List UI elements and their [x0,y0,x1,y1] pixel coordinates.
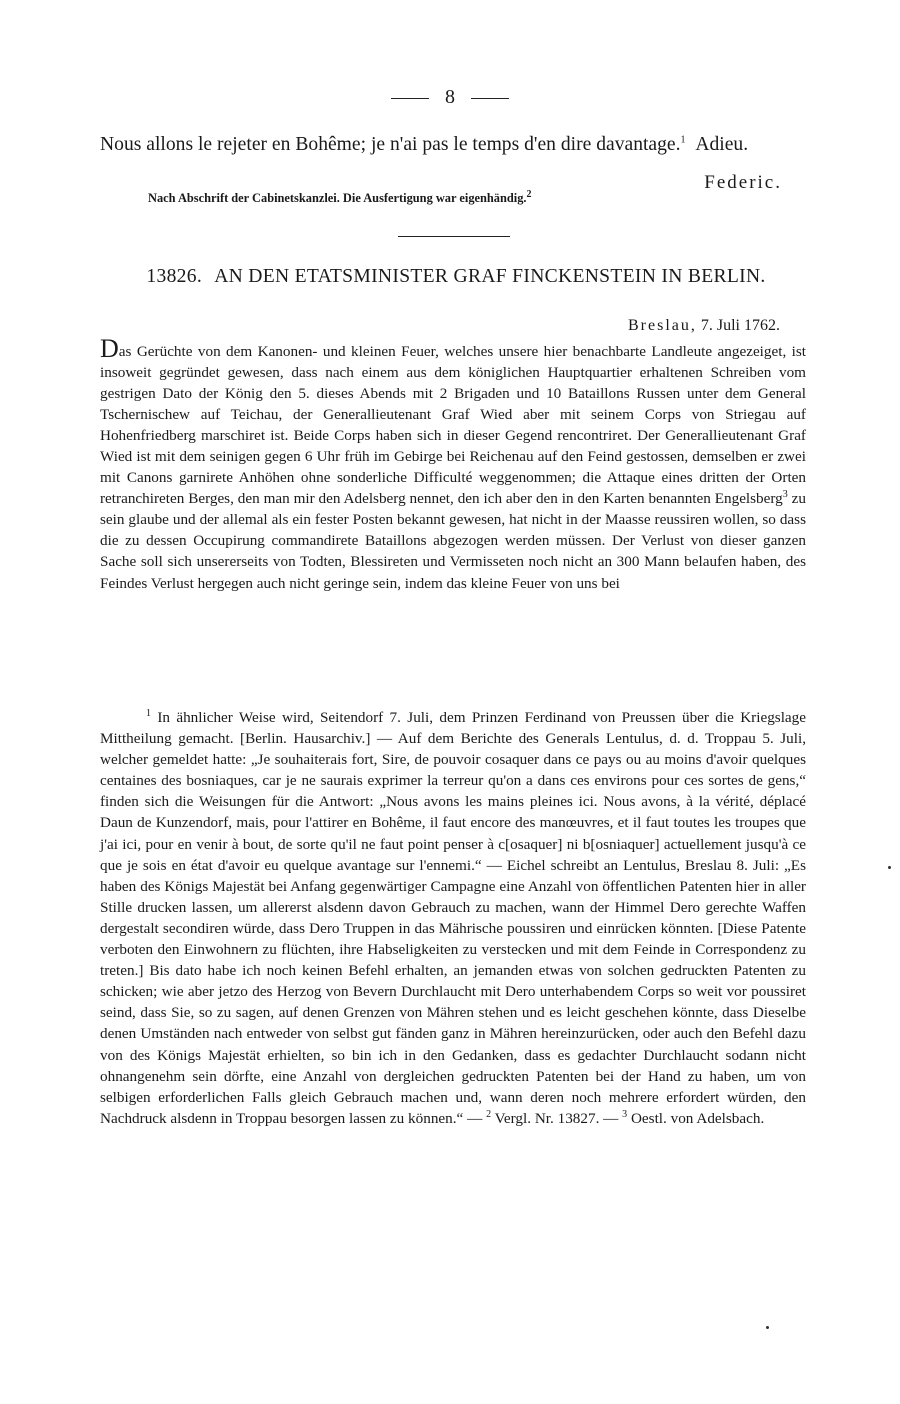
page-number-text: 8 [445,86,455,108]
initial-letter: D [100,334,119,363]
letter-closing-paragraph: Nous allons le rejeter en Bohême; je n'ai pas le temps d'en dire davantage.$^1$ Adieu. [100,134,749,155]
margin-speck [888,866,891,869]
footnote-mark-2: 2 [526,188,532,200]
footnote-label-1: 1 [146,707,151,719]
date: 7. Juli 1762. [700,317,780,334]
margin-speck [766,1326,769,1329]
footnote-label-3: 3 [622,1108,628,1120]
letter-heading [126,265,786,289]
page-number [0,86,900,109]
page-number-dash-right [471,98,509,99]
letter-number: 13826. [146,266,203,287]
letter-title: AN DEN ETATSMINISTER GRAF FINCKENSTEIN IN BERLIN. [214,266,766,287]
section-divider [398,236,510,237]
signature: Federic. [704,172,782,193]
footnote-label-2: 2 [486,1108,492,1120]
footnote-mark-1: 1 [680,134,686,146]
place: Breslau, [628,317,697,334]
footnote-text: $^1$ In ähnlicher Weise wird, Seitendorf 7. Juli, dem Prinzen Ferdinand von Preussen über die Kriegslage Mittheilung gemacht. [Berlin. Hausarchiv.] — Auf dem Berichte des Generals Lentulus, d. d. Troppau 5. Juli, welcher gemeldet hatte: „Je souhaiterais fort, Sire, de pouvoir cosaquer dans ce pays ou au moins d'avoir quelques centaines des bosniaques, car je ne saurais exprimer la terreur qu'on a dans ces environs pour ces sortes de gens,“ finden sich die Weisungen für die Antwort: „Nous avons les mains pleines ici. Nous avons, à la vérité, déplacé Daun de Kunzendorf, mais, pour l'attirer en Bohême, il faut encore des manœuvres, et il faut toutes les troupes que j'ai ici, pour en venir à bout, de sorte qu'il ne faut point penser à c[osaquer] ni b[osniaquer] actuellement jusqu'à ce que je sois en état d'avoir eu quelque avantage sur l'ennemi.“ — Eichel schreibt an Lentulus, Breslau 8. Juli: „Es haben des Königs Majestät bei Anfang gegenwärtiger Campagne eine Anzahl von öffentlichen Patenten hier in aller Stille drucken lassen, um allererst alsdenn davon Gebrauch zu machen, wann der Himmel Dero gerechte Waffen dergestalt secondiren würde, dass Dero Truppen in das Mährische poussiren und einrücken könnten. [Diese Patente verboten den Einwohnern zu flüchten, ihre Habseligkeiten zu verstecken und mit dem Feinde in Correspondenz zu treten.] Bis dato habe ich noch keinen Befehl erhalten, an jemanden etwas von solchen gedruckten Patenten zu schicken; wie aber jetzo des Herzog von Bevern Durchlaucht mit Dero unterhabendem Corps so weit vor poussiret seind, dass Sie, so zu sagen, auf denen Grenzen von Mähren stehen und es leicht geschehen könnte, dass Dieselbe denen Umständen nach entweder von selbst gut fänden ganz in Mähren hereinzurücken, oder auch den Befehl dazu von des Königs Majestät erhielten, so bin ich in den Gedanken, dass es gedachter Durchlaucht sodann nicht ohnangenehm sein dörfte, eine Anzahl von dergleichen gedruckten Patenten bei der Hand zu haben, um von selbigen erforderlichen Falls gleich Gebrauch machen und, wann deren noch mehrere erfordert würden, den Nachdruck alsdenn in Troppau besorgen lassen zu können.“ — $^2$ Vergl. Nr. 13827. — $^3$ Oestl. von Adelsbach. [100,707,806,1127]
place-date [628,317,780,335]
letter-body: Das Gerüchte von dem Kanonen- und kleinen Feuer, welches unsere hier benachbarte Landleute angezeiget, ist insoweit gegründet gewesen, dass nach einem aus dem königlichen Hauptquartier erhaltenen Schreiben vom gestrigen Dato der König den 5. dieses Abends mit 2 Brigaden und 10 Bataillons Russen unter dem General Tschernischew auf Teichau, der Generallieutenant Graf Wied aber mit seinem Corps von Striegau auf Hohenfriedberg marschiret ist. Beide Corps haben sich in dieser Gegend rencontriret. Der Generallieutenant Graf Wied ist mit dem seinigen gegen 6 Uhr früh im Gebirge bei Reichenau auf den Feind gestossen, demselben er zwei mit Canons garnirete Anhöhen ohne sonderliche Difficulté weggenommen; die Attaque eines dritten der Orten retranchireten Berges, den man mir den Adelsberg nennet, den ich aber den in den Karten benannten Engelsberg$^3$ zu sein glaube und der allemal als ein fester Posten bekannt gewesen, hat nicht in der Maasse reussiren wollen, so dass die zu dessen Occupirung commandirete Bataillons abgezogen werden müssen. Der Verlust von dieser ganzen Sache soll sich unsererseits von Todten, Blessireten und Vermisseten noch nicht an 300 Mann belaufen haben, des Feindes Verlust hergegen auch nicht geringe sein, indem das kleine Feuer von uns bei [100,334,806,592]
adieu-text: Adieu. [695,134,749,155]
footnote-mark-3: 3 [782,489,788,501]
page-number-dash-left [391,98,429,99]
footnotes [100,707,806,1129]
source-note: Nach Abschrift der Cabinetskanzlei. Die Ausfertigung war eigenhändig.$^2$ [148,188,532,205]
